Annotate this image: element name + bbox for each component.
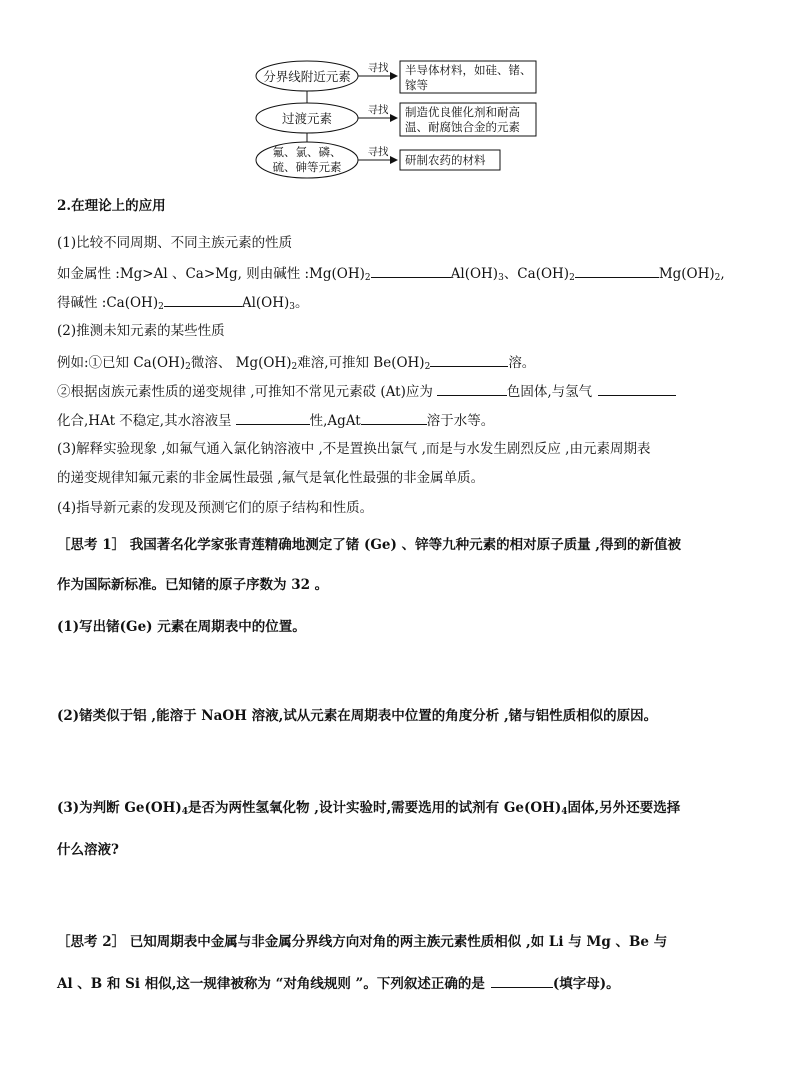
left-label-2: 过渡元素 xyxy=(281,111,333,126)
answer-blank-3[interactable] xyxy=(164,292,242,307)
think2-line1: ［思考 2］ 已知周期表中金属与非金属分界线方向对角的两主族元素性质相似 ,如 Li 与 Mg 、Be 与 xyxy=(57,934,668,950)
right-box-1-line-2: 镓等 xyxy=(405,78,428,92)
p3-line1: (3)解释实验现象 ,如氟气通入氯化钠溶液中 ,不是置换出氯气 ,而是与水发生剧烈反应 ,由元素周期表 xyxy=(57,441,651,457)
think2-line2-b: (填字母)。 xyxy=(552,976,620,992)
p2-line3-c: 溶于水等。 xyxy=(426,413,495,429)
right-box-2-line-2: 温、耐腐蚀合金的元素 xyxy=(405,120,520,134)
p2-line3 xyxy=(57,410,494,430)
sub-2b: 2 xyxy=(569,273,575,283)
answer-blank-1[interactable] xyxy=(371,263,451,278)
sub-2e: 2 xyxy=(185,362,191,372)
p2-line1-d: 溶。 xyxy=(508,355,536,371)
right-box-2-line-1: 制造优良催化剂和耐高 xyxy=(405,105,520,119)
p2-line2-b: 色固体,与氢气 xyxy=(506,384,593,400)
p1-line1-c: 、Ca(OH) xyxy=(503,266,570,282)
answer-blank-2[interactable] xyxy=(575,263,659,278)
think1-q3-line1 xyxy=(57,799,680,817)
p1-line2-a: 得碱性 :Ca(OH) xyxy=(57,295,159,311)
q3-a: (3)为判断 Ge(OH) xyxy=(57,800,182,816)
answer-blank-5[interactable] xyxy=(437,381,507,396)
think2-line2 xyxy=(57,973,620,993)
sub-3: 3 xyxy=(498,273,504,283)
p1-line1-a: 如金属性 :Mg>Al 、Ca>Mg, 则由碱性 :Mg(OH) xyxy=(57,266,365,282)
q3-c: 固体,另外还要选择 xyxy=(567,800,681,816)
p2-line2 xyxy=(57,381,676,401)
p4: (4)指导新元素的发现及预测它们的原子结构和性质。 xyxy=(57,500,374,516)
sub-4b: 4 xyxy=(561,807,568,817)
p1-title: (1)比较不同周期、不同主族元素的性质 xyxy=(57,235,293,251)
think1-q3-line2: 什么溶液? xyxy=(57,842,119,858)
answer-blank-6[interactable] xyxy=(598,381,676,396)
answer-blank-9[interactable] xyxy=(491,973,553,988)
left-label-1: 分界线附近元素 xyxy=(263,69,351,84)
p2-title: (2)推测未知元素的某些性质 xyxy=(57,323,225,339)
arrow-head-3 xyxy=(390,156,398,164)
p1-line2-c: 。 xyxy=(295,295,309,311)
think1-line2: 作为国际新标准。已知锗的原子序数为 32 。 xyxy=(57,577,329,593)
sub-2d: 2 xyxy=(158,302,164,312)
arrow-head-2 xyxy=(390,114,398,122)
element-application-diagram xyxy=(0,0,794,190)
p2-line1-a: 例如:①已知 Ca(OH) xyxy=(57,355,186,371)
answer-blank-4[interactable] xyxy=(430,352,508,367)
sub-2g: 2 xyxy=(424,362,431,372)
answer-blank-7[interactable] xyxy=(236,410,310,425)
p2-line1-c: 难溶,可推知 Be(OH) xyxy=(297,355,425,371)
p1-line1-e: , xyxy=(720,266,725,282)
p1-line2-b: Al(OH) xyxy=(241,295,290,311)
p2-line1 xyxy=(57,352,535,372)
think2-line2-a: Al 、B 和 Si 相似,这一规律被称为 “对角线规则 ”。下列叙述正确的是 xyxy=(57,976,485,992)
p2-line2-a: ②根据卤族元素性质的递变规律 ,可推知不常见元素砹 (At)应为 xyxy=(57,384,433,400)
left-label-3a: 氟、氯、磷、 xyxy=(272,145,342,159)
p1-line1-d: Mg(OH) xyxy=(658,266,715,282)
think1-q2: (2)锗类似于铝 ,能溶于 NaOH 溶液,试从元素在周期表中位置的角度分析 ,锗与铝性质相似的原因。 xyxy=(57,708,658,724)
arrow-label-3: 寻找 xyxy=(367,146,389,158)
sub-3b: 3 xyxy=(289,302,296,312)
p1-line1 xyxy=(57,263,725,283)
sub-2c: 2 xyxy=(714,273,721,283)
p2-line3-b: 性,AgAt xyxy=(309,413,361,429)
section-heading: 2.在理论上的应用 xyxy=(57,198,166,214)
p2-line3-a: 化合,HAt 不稳定,其水溶液呈 xyxy=(57,413,232,429)
left-label-3b: 硫、砷等元素 xyxy=(272,160,342,174)
p2-line1-b: 微溶、 Mg(OH) xyxy=(190,355,292,371)
p3-line2: 的递变规律知氟元素的非金属性最强 ,氟气是氧化性最强的非金属单质。 xyxy=(57,470,485,486)
think1-line1: ［思考 1］ 我国著名化学家张青莲精确地测定了锗 (Ge) 、锌等九种元素的相对原子质量 ,得到的新值被 xyxy=(57,537,681,553)
arrow-head-1 xyxy=(390,72,398,80)
q3-b: 是否为两性氢氧化物 ,设计实验时,需要选用的试剂有 Ge(OH) xyxy=(188,800,562,816)
right-box-3-line-1: 研制农药的材料 xyxy=(405,153,486,167)
right-box-1-line-1: 半导体材料，如硅、锗、 xyxy=(405,63,532,77)
arrow-label-2: 寻找 xyxy=(367,104,389,116)
p1-line2 xyxy=(57,292,309,312)
sub-2: 2 xyxy=(364,273,371,283)
sub-2f: 2 xyxy=(291,362,298,372)
sub-4: 4 xyxy=(181,807,189,817)
p1-line1-b: Al(OH) xyxy=(450,266,499,282)
arrow-label-1: 寻找 xyxy=(367,62,389,74)
think1-q1: (1)写出锗(Ge) 元素在周期表中的位置。 xyxy=(57,619,306,635)
answer-blank-8[interactable] xyxy=(361,410,427,425)
